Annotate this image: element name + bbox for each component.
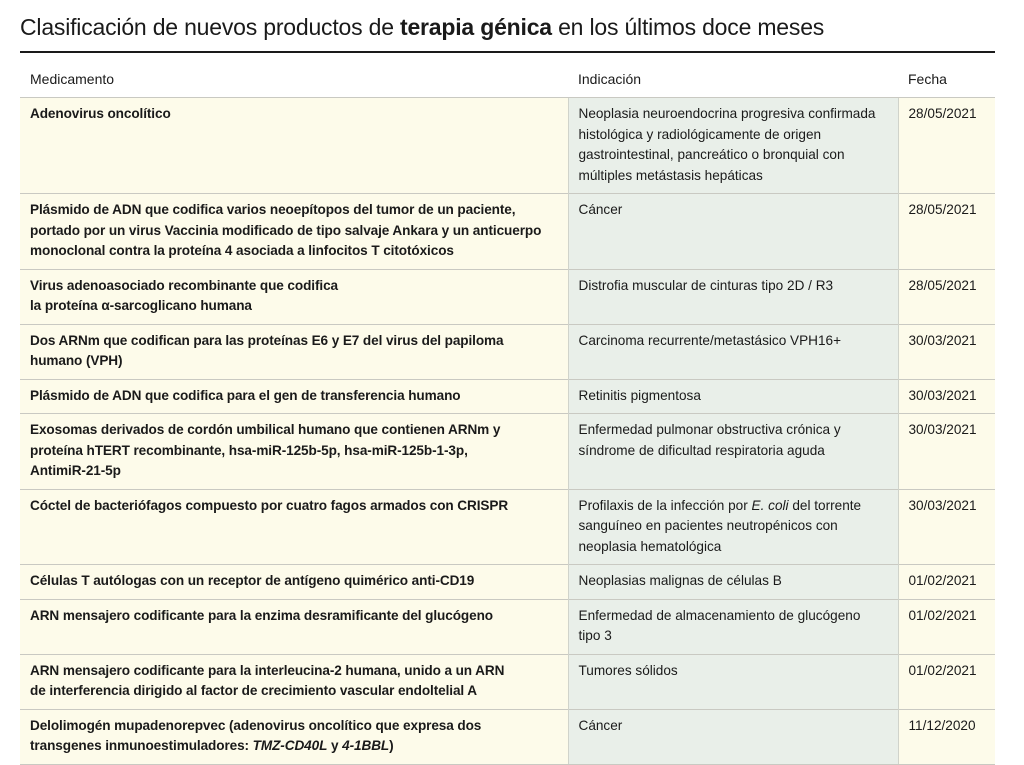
cell-line: gastrointestinal, pancreático o bronquial con	[578, 147, 845, 162]
cell-indicacion	[568, 98, 898, 194]
cell-line: Cáncer	[578, 717, 623, 733]
cell-medicamento	[20, 98, 568, 194]
cell-line: síndrome de dificultad respiratoria aguda	[578, 442, 825, 458]
cell-line: Enfermedad pulmonar obstructiva crónica y	[578, 422, 841, 437]
cell-indicacion	[568, 414, 898, 490]
cell-line: Enfermedad de almacenamiento de glucógeno	[578, 607, 861, 623]
cell-medicamento	[20, 324, 568, 379]
cell-line: proteína hTERT recombinante, hsa-miR-125b-5p, hsa-miR-125b-1-3p,	[30, 442, 468, 458]
cell-fecha: 28/05/2021	[898, 269, 995, 324]
cell-line: Tumores sólidos	[578, 662, 678, 678]
cell-indicacion	[568, 379, 898, 414]
cell-indicacion	[568, 269, 898, 324]
cell-line: tipo 3	[578, 628, 612, 643]
cell-line: ARN mensajero codificante para la interleucina-2 humana, unido a un ARN	[30, 662, 505, 678]
cell-indicacion	[568, 565, 898, 600]
cell-fecha: 28/05/2021	[898, 194, 995, 270]
cell-medicamento	[20, 414, 568, 490]
cell-indicacion	[568, 599, 898, 654]
cell-medicamento	[20, 709, 568, 764]
cell-line: Dos ARNm que codifican para las proteínas E6 y E7 del virus del papiloma	[30, 332, 504, 348]
cell-medicamento	[20, 654, 568, 709]
gene-therapy-table	[20, 62, 995, 765]
cell-fecha: 01/02/2021	[898, 599, 995, 654]
cell-fecha: 01/02/2021	[898, 565, 995, 600]
cell-line: sanguíneo en pacientes neutropénicos con	[578, 518, 838, 533]
cell-indicacion	[568, 709, 898, 764]
cell-line: Plásmido de ADN que codifica para el gen de transferencia humano	[30, 387, 461, 403]
cell-indicacion	[568, 324, 898, 379]
table-row	[20, 489, 995, 565]
title-emphasis: terapia génica	[400, 14, 552, 40]
title-rule	[20, 51, 995, 53]
cell-fecha: 01/02/2021	[898, 654, 995, 709]
header-fecha: Fecha	[898, 62, 995, 98]
cell-line: la proteína α-sarcoglicano humana	[30, 298, 252, 313]
cell-line: portado por un virus Vaccinia modificado de tipo salvaje Ankara y un anticuerpo	[30, 222, 542, 238]
cell-medicamento	[20, 599, 568, 654]
cell-line: monoclonal contra la proteína 4 asociada a linfocitos T citotóxicos	[30, 243, 454, 258]
table-row	[20, 324, 995, 379]
table-row	[20, 414, 995, 490]
cell-line: Profilaxis de la infección por E. coli del torrente	[578, 497, 862, 513]
cell-line: Células T autólogas con un receptor de antígeno quimérico anti-CD19	[30, 573, 475, 588]
table-row	[20, 709, 995, 764]
cell-medicamento	[20, 269, 568, 324]
cell-line: Exosomas derivados de cordón umbilical humano que contienen ARNm y	[30, 422, 501, 437]
cell-fecha: 30/03/2021	[898, 379, 995, 414]
table-header-row	[20, 62, 995, 98]
table-row	[20, 654, 995, 709]
table-row	[20, 379, 995, 414]
cell-line: Neoplasia neuroendocrina progresiva confirmada	[578, 106, 876, 121]
table-row	[20, 98, 995, 194]
cell-fecha: 28/05/2021	[898, 98, 995, 194]
title-suffix: en los últimos doce meses	[551, 14, 825, 40]
cell-line: Distrofia muscular de cinturas tipo 2D / R3	[578, 277, 834, 293]
cell-line: Virus adenoasociado recombinante que codifica	[30, 277, 338, 293]
table-row	[20, 194, 995, 270]
title-prefix: Clasificación de nuevos productos de	[20, 14, 400, 40]
cell-line: Plásmido de ADN que codifica varios neoepítopos del tumor de un paciente,	[30, 202, 516, 217]
header-indicacion: Indicación	[568, 62, 898, 98]
cell-line: de interferencia dirigido al factor de crecimiento vascular endoltelial A	[30, 683, 477, 698]
cell-medicamento	[20, 194, 568, 270]
cell-line: Carcinoma recurrente/metastásico VPH16+	[578, 332, 842, 348]
cell-line: múltiples metástasis hepáticas	[578, 167, 763, 183]
cell-fecha: 11/12/2020	[898, 709, 995, 764]
cell-line: humano (VPH)	[30, 353, 123, 368]
cell-indicacion	[568, 194, 898, 270]
cell-indicacion	[568, 489, 898, 565]
cell-line: transgenes inmunoestimuladores: TMZ-CD40L y 4-1BBL)	[30, 738, 394, 753]
cell-line: Cáncer	[578, 202, 623, 217]
page-title	[20, 14, 824, 41]
cell-medicamento	[20, 565, 568, 600]
cell-medicamento	[20, 489, 568, 565]
table-row	[20, 565, 995, 600]
cell-line: Delolimogén mupadenorepvec (adenovirus oncolítico que expresa dos	[30, 717, 482, 733]
cell-indicacion	[568, 654, 898, 709]
cell-line: AntimiR-21-5p	[30, 463, 121, 478]
cell-line: histológica y radiológicamente de origen	[578, 126, 822, 142]
table-body	[20, 98, 995, 765]
cell-line: Cóctel de bacteriófagos compuesto por cuatro fagos armados con CRISPR	[30, 497, 509, 513]
cell-medicamento	[20, 379, 568, 414]
cell-line: neoplasia hematológica	[578, 538, 722, 554]
cell-line: Retinitis pigmentosa	[578, 387, 701, 403]
header-medicamento: Medicamento	[20, 62, 568, 98]
cell-fecha: 30/03/2021	[898, 324, 995, 379]
table-row	[20, 269, 995, 324]
cell-line: Adenovirus oncolítico	[30, 106, 171, 121]
cell-line: ARN mensajero codificante para la enzima desramificante del glucógeno	[30, 607, 493, 623]
cell-fecha: 30/03/2021	[898, 414, 995, 490]
cell-fecha: 30/03/2021	[898, 489, 995, 565]
cell-line: Neoplasias malignas de células B	[578, 573, 782, 588]
table-row	[20, 599, 995, 654]
